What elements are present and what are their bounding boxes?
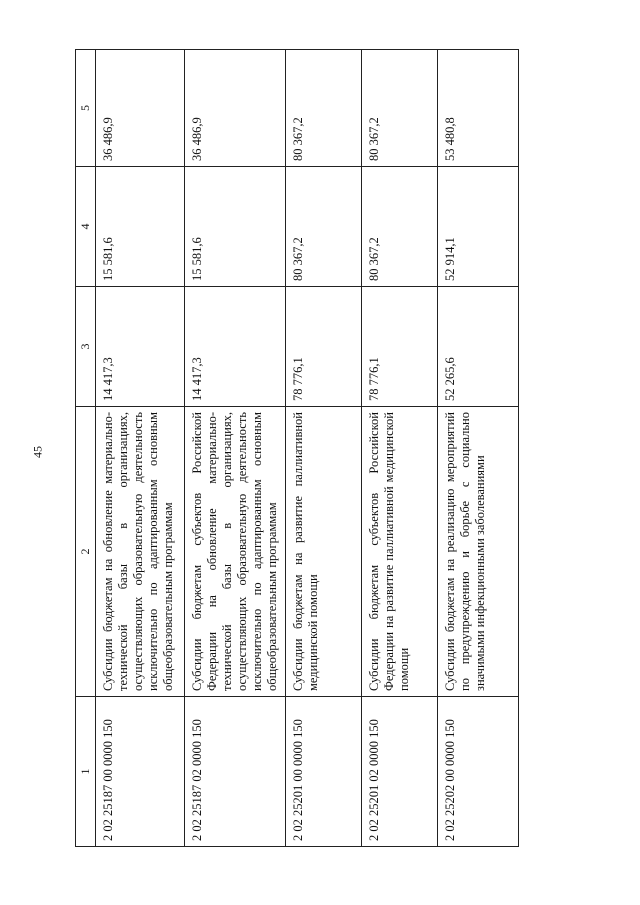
amount-col5: 36 486,9 — [185, 50, 286, 167]
table-row — [438, 50, 519, 847]
column-header: 1 — [76, 697, 96, 847]
amount-col5: 53 480,8 — [438, 50, 519, 167]
column-header: 5 — [76, 50, 96, 167]
budget-code: 2 02 25187 00 0000 150 — [96, 697, 185, 847]
table-row — [286, 50, 362, 847]
amount-col4: 15 581,6 — [96, 167, 185, 287]
amount-col5: 80 367,2 — [286, 50, 362, 167]
table-row — [362, 50, 438, 847]
rotated-page-content — [75, 50, 560, 847]
item-name: Субсидии бюджетам субъектов Российской Федерации на развитие паллиативной медицинской помощи — [362, 407, 438, 697]
amount-col3: 78 776,1 — [286, 287, 362, 407]
amount-col4: 52 914,1 — [438, 167, 519, 287]
amount-col3: 14 417,3 — [185, 287, 286, 407]
item-name: Субсидии бюджетам на обновление материально-технической базы в организациях, осуществляющих образовательную деятельность исключительно по адаптированным основным общеобразовательным программам — [96, 407, 185, 697]
amount-col4: 80 367,2 — [362, 167, 438, 287]
budget-code: 2 02 25201 00 0000 150 — [286, 697, 362, 847]
budget-code: 2 02 25201 02 0000 150 — [362, 697, 438, 847]
item-name: Субсидии бюджетам на реализацию мероприятий по предупреждению и борьбе с социально значимыми инфекционными заболеваниями — [438, 407, 519, 697]
table-row — [185, 50, 286, 847]
column-header: 4 — [76, 167, 96, 287]
amount-col5: 80 367,2 — [362, 50, 438, 167]
amount-col3: 14 417,3 — [96, 287, 185, 407]
budget-code: 2 02 25202 00 0000 150 — [438, 697, 519, 847]
column-header: 2 — [76, 407, 96, 697]
amount-col3: 78 776,1 — [362, 287, 438, 407]
table-header-row — [76, 50, 96, 847]
budget-code: 2 02 25187 02 0000 150 — [185, 697, 286, 847]
item-name: Субсидии бюджетам субъектов Российской Федерации на обновление материально-технической базы в организациях, осуществляющих образовательную деятельность исключительно по адаптированным основным общеобразовательным программам — [185, 407, 286, 697]
amount-col4: 15 581,6 — [185, 167, 286, 287]
amount-col5: 36 486,9 — [96, 50, 185, 167]
table-row — [96, 50, 185, 847]
page-number: 45 — [30, 446, 45, 458]
amount-col3: 52 265,6 — [438, 287, 519, 407]
column-header: 3 — [76, 287, 96, 407]
amount-col4: 80 367,2 — [286, 167, 362, 287]
budget-table — [75, 49, 519, 847]
item-name: Субсидии бюджетам на развитие паллиативной медицинской помощи — [286, 407, 362, 697]
